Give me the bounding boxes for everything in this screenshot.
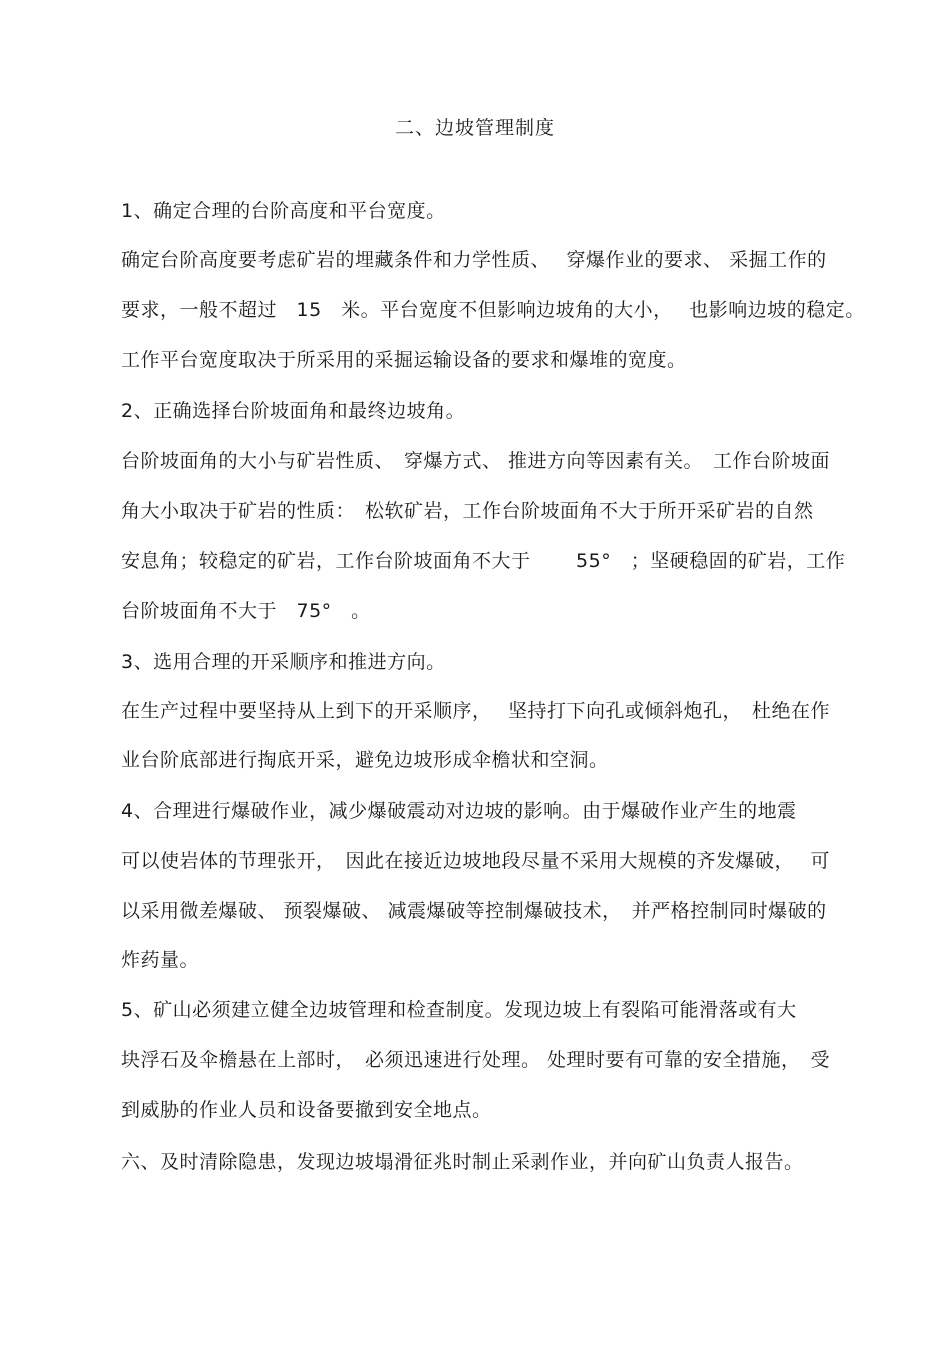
paragraph-line: 角大小取决于矿岩的性质： 松软矿岩，工作台阶坡面角不大于所开采矿岩的自然: [121, 500, 814, 522]
paragraph-line: 安息角；较稳定的矿岩，工作台阶坡面角不大于 55° ；坚硬稳固的矿岩，工作: [121, 550, 846, 572]
paragraph-heading-5: 5、矿山必须建立健全边坡管理和检查制度。发现边坡上有裂陷可能滑落或有大: [121, 999, 797, 1021]
paragraph-line: 炸药量。: [121, 949, 200, 971]
document-title: 二、边坡管理制度: [394, 117, 555, 139]
paragraph-line: 可以使岩体的节理张开， 因此在接近边坡地段尽量不采用大规模的齐发爆破， 可: [121, 850, 831, 872]
paragraph-heading-3: 3、选用合理的开采顺序和推进方向。: [121, 651, 446, 673]
paragraph-line: 确定台阶高度要考虑矿岩的埋藏条件和力学性质、 穿爆作业的要求、 采掘工作的: [121, 249, 827, 271]
paragraph-line: 到威胁的作业人员和设备要撤到安全地点。: [121, 1099, 492, 1121]
paragraph-heading-2: 2、正确选择台阶坡面角和最终边坡角。: [121, 400, 466, 422]
paragraph-line: 在生产过程中要坚持从上到下的开采顺序， 坚持打下向孔或倾斜炮孔， 杜绝在作: [121, 700, 831, 722]
paragraph-line: 台阶坡面角不大于 75° 。: [121, 600, 371, 622]
paragraph-line: 台阶坡面角的大小与矿岩性质、 穿爆方式、 推进方向等因素有关。 工作台阶坡面: [121, 450, 831, 472]
paragraph-line: 业台阶底部进行掏底开采，避免边坡形成伞檐状和空洞。: [121, 749, 609, 771]
paragraph-heading-4: 4、合理进行爆破作业，减少爆破震动对边坡的影响。由于爆破作业产生的地震: [121, 800, 797, 822]
paragraph-heading-1: 1、确定合理的台阶高度和平台宽度。: [121, 200, 446, 222]
paragraph-line: 块浮石及伞檐悬在上部时， 必须迅速进行处理。 处理时要有可靠的安全措施， 受: [121, 1049, 831, 1071]
paragraph-line: 工作平台宽度取决于所采用的采掘运输设备的要求和爆堆的宽度。: [121, 349, 687, 371]
paragraph-line: 要求，一般不超过 15 米。平台宽度不但影响边坡角的大小， 也影响边坡的稳定。: [121, 299, 865, 321]
paragraph-line: 以采用微差爆破、 预裂爆破、 减震爆破等控制爆破技术， 并严格控制同时爆破的: [121, 900, 827, 922]
paragraph-heading-6: 六、及时清除隐患，发现边坡塌滑征兆时制止采剥作业，并向矿山负责人报告。: [121, 1151, 804, 1173]
